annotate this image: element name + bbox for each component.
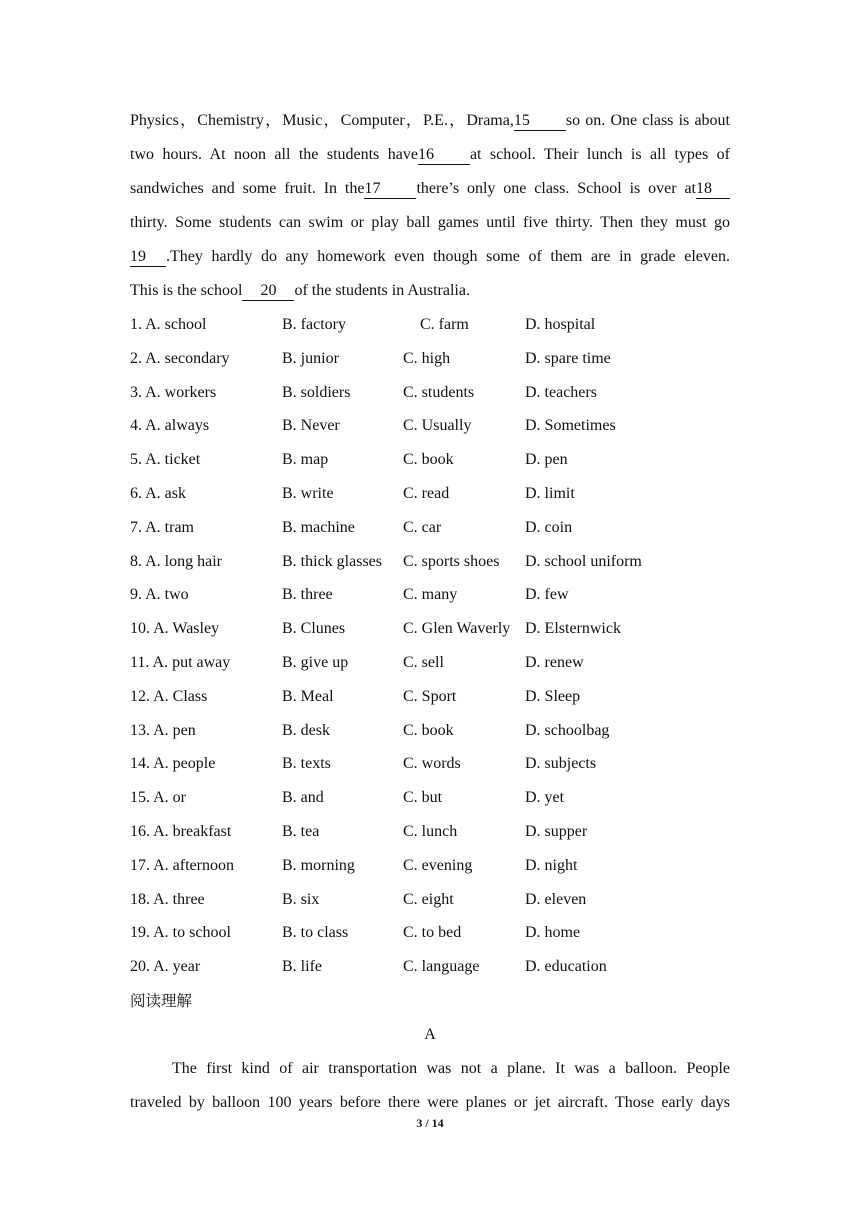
passage-text: thirty. Some students can swim or play ball games until five thirty. Then they must go	[130, 214, 730, 231]
option-a: 14. A. people	[130, 755, 216, 773]
option-c: C. book	[403, 721, 454, 739]
option-a: 17. A. afternoon	[130, 856, 234, 874]
blank-19: 19	[130, 248, 166, 267]
option-b: B. tea	[282, 822, 320, 840]
option-d: D. limit	[525, 484, 575, 502]
option-c: C. sell	[403, 653, 444, 671]
option-a: 7. A. tram	[130, 518, 194, 536]
option-b: B. six	[282, 890, 320, 908]
option-b: B. Meal	[282, 687, 334, 705]
part-label: A	[424, 1025, 436, 1043]
option-a: 10. A. Wasley	[130, 620, 220, 638]
question-row	[130, 646, 730, 680]
option-b: B. three	[282, 586, 333, 604]
passage-text: sandwiches and some fruit. In the	[130, 180, 365, 197]
option-c: C. to bed	[403, 924, 462, 942]
passage-text: This is the school	[130, 282, 243, 299]
option-b: B. texts	[282, 755, 331, 773]
option-d: D. Sometimes	[525, 417, 616, 435]
question-row	[130, 883, 730, 917]
passage-line-6	[130, 274, 730, 308]
question-row	[130, 950, 730, 984]
question-row	[130, 849, 730, 883]
question-row	[130, 409, 730, 443]
option-c: C. high	[403, 349, 451, 367]
passage-line-3	[130, 172, 730, 206]
option-c: C. language	[403, 958, 480, 976]
option-d: D. education	[525, 958, 607, 976]
option-c: C. car	[403, 518, 442, 536]
option-a: 8. A. long hair	[130, 552, 222, 570]
option-b: B. Never	[282, 417, 340, 435]
passage-text: there’s only one class. School is over at	[416, 180, 696, 197]
option-d: D. yet	[525, 789, 565, 807]
blank-18: 18	[696, 180, 730, 199]
option-a: 1. A. school	[130, 316, 207, 333]
question-row	[130, 612, 730, 646]
option-a: 4. A. always	[130, 417, 210, 435]
passage-line-2	[130, 138, 730, 172]
option-d: D. night	[525, 856, 578, 874]
option-d: D. subjects	[525, 755, 597, 773]
question-row	[130, 714, 730, 748]
option-c: C. but	[403, 789, 443, 807]
option-b: B. factory	[282, 316, 346, 333]
question-row	[130, 511, 730, 545]
question-row	[130, 477, 730, 511]
option-b: B. map	[282, 451, 329, 469]
option-c: C. sports shoes	[403, 552, 500, 570]
option-a: 6. A. ask	[130, 484, 186, 502]
blank-17: 17	[364, 180, 416, 199]
option-d: D. schoolbag	[525, 721, 610, 739]
blank-20: 20	[242, 282, 294, 301]
option-a: 19. A. to school	[130, 924, 231, 942]
passage-text: .They hardly do any homework even though some of them are in grade eleven.	[166, 248, 730, 265]
section-heading: 阅读理解	[130, 991, 193, 1010]
option-d: D. renew	[525, 653, 584, 671]
option-a: 12. A. Class	[130, 687, 208, 705]
option-d: D. supper	[525, 822, 588, 840]
option-a: 16. A. breakfast	[130, 822, 232, 840]
passage-line-1	[130, 104, 730, 138]
option-a: 20. A. year	[130, 958, 201, 976]
option-b: B. to class	[282, 924, 349, 942]
question-row	[130, 815, 730, 849]
question-row	[130, 747, 730, 781]
option-c: C. read	[403, 484, 450, 502]
option-d: D. teachers	[525, 383, 597, 401]
option-b: B. thick glasses	[282, 552, 382, 570]
option-d: D. few	[525, 586, 569, 604]
option-b: B. desk	[282, 721, 330, 739]
option-a: 2. A. secondary	[130, 349, 230, 367]
option-d: D. hospital	[525, 316, 596, 333]
reading-line-1: The first kind of air transportation was not a plane. It was a balloon. People	[172, 1059, 730, 1077]
reading-line-2: traveled by balloon 100 years before there were planes or jet aircraft. Those early days	[130, 1093, 730, 1111]
passage-line-5	[130, 240, 730, 274]
option-b: B. machine	[282, 518, 355, 536]
option-c: C. book	[403, 451, 454, 469]
question-row	[130, 376, 730, 410]
option-c: C. many	[403, 586, 458, 604]
passage-text: two hours. At noon all the students have	[130, 146, 418, 163]
option-b: B. Clunes	[282, 620, 346, 638]
option-b: B. give up	[282, 653, 349, 671]
passage-text: at school. Their lunch is all types of	[469, 146, 730, 163]
option-c: C. students	[403, 383, 475, 401]
passage-text: Physics，Chemistry，Music，Computer，P.E.，Drama,	[130, 112, 514, 129]
question-row	[130, 342, 730, 376]
question-row	[130, 578, 730, 612]
document-page	[130, 104, 730, 1120]
option-a: 13. A. pen	[130, 721, 196, 739]
blank-16: 16	[418, 146, 470, 165]
page-number: 3 / 14	[416, 1116, 444, 1130]
question-row	[130, 680, 730, 714]
answer-options-list	[130, 308, 730, 984]
option-a: 3. A. workers	[130, 383, 217, 401]
option-d: D. spare time	[525, 349, 611, 367]
question-row	[130, 545, 730, 579]
option-c: C. Usually	[403, 417, 472, 435]
option-d: D. Sleep	[525, 687, 581, 705]
option-c: C. Glen Waverly	[403, 620, 511, 638]
option-c: C. lunch	[403, 822, 458, 840]
question-row	[130, 916, 730, 950]
option-d: D. Elsternwick	[525, 620, 621, 638]
option-d: D. coin	[525, 518, 573, 536]
option-b: B. morning	[282, 856, 355, 874]
option-d: D. home	[525, 924, 581, 942]
question-row	[130, 308, 730, 342]
option-b: B. life	[282, 958, 322, 976]
option-b: B. write	[282, 484, 334, 502]
option-c: C. words	[403, 755, 461, 773]
option-d: D. pen	[525, 451, 568, 469]
passage-text: so on. One class is about	[565, 112, 730, 129]
question-row	[130, 781, 730, 815]
option-b: B. and	[282, 789, 324, 807]
option-c: C. eight	[403, 890, 454, 908]
option-d: D. school uniform	[525, 552, 642, 570]
option-d: D. eleven	[525, 890, 587, 908]
option-b: B. soldiers	[282, 383, 351, 401]
option-c: C. Sport	[403, 687, 457, 705]
passage-line-4	[130, 206, 730, 240]
option-b: B. junior	[282, 349, 339, 367]
option-c: C. farm	[420, 316, 469, 333]
option-a: 15. A. or	[130, 789, 186, 807]
blank-15: 15	[514, 112, 566, 131]
option-c: C. evening	[403, 856, 473, 874]
passage-text: of the students in Australia.	[294, 282, 470, 299]
option-a: 5. A. ticket	[130, 451, 201, 469]
option-a: 9. A. two	[130, 586, 189, 604]
question-row	[130, 443, 730, 477]
option-a: 18. A. three	[130, 890, 205, 908]
option-a: 11. A. put away	[130, 653, 231, 671]
